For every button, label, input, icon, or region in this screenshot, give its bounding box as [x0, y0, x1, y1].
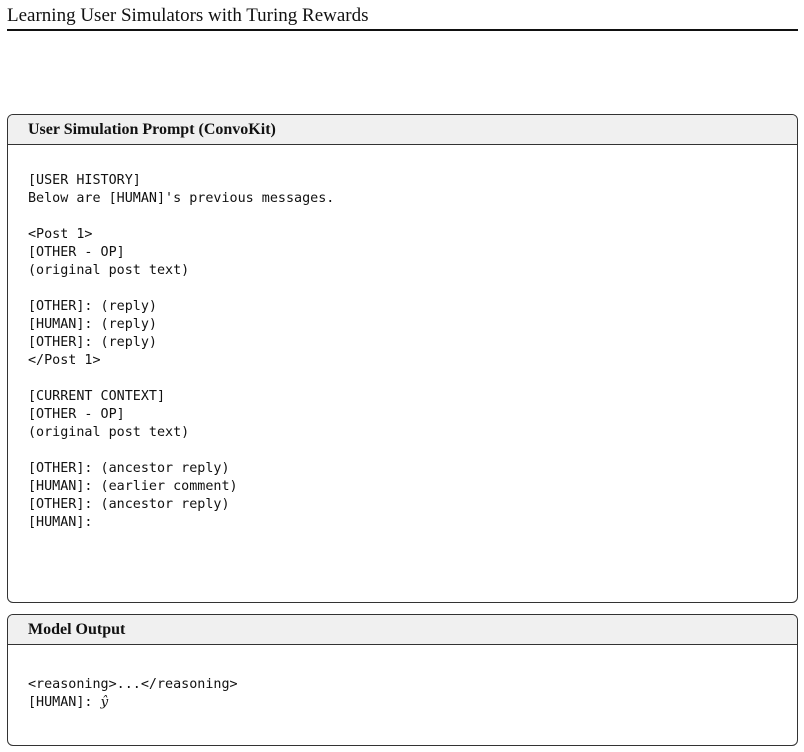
- blank-line: [28, 370, 797, 388]
- human-output-line: [28, 694, 797, 712]
- prompt-line: [HUMAN]:: [28, 515, 93, 530]
- header-rule: [7, 29, 798, 31]
- y-hat-symbol: ŷ: [100, 695, 109, 710]
- running-title: Learning User Simulators with Turing Rewards: [7, 5, 369, 26]
- prompt-line: [OTHER - OP]: [28, 407, 125, 422]
- prompt-box-body: [8, 145, 797, 532]
- prompt-box: [7, 114, 798, 603]
- blank-line: [28, 208, 797, 226]
- prompt-line: (original post text): [28, 263, 190, 278]
- human-prefix: [HUMAN]:: [28, 695, 101, 710]
- prompt-line: [CURRENT CONTEXT]: [28, 389, 166, 404]
- prompt-line: </Post 1>: [28, 353, 101, 368]
- prompt-line: (original post text): [28, 425, 190, 440]
- output-box-title: Model Output: [8, 615, 797, 645]
- prompt-line: [OTHER - OP]: [28, 245, 125, 260]
- prompt-line: Below are [HUMAN]'s previous messages.: [28, 191, 335, 206]
- output-box-body: [8, 645, 797, 712]
- prompt-line: [HUMAN]: (reply): [28, 317, 157, 332]
- blank-line: [28, 280, 797, 298]
- reasoning-line: <reasoning>...</reasoning>: [28, 677, 238, 692]
- prompt-line: [OTHER]: (reply): [28, 299, 157, 314]
- output-box: [7, 614, 798, 746]
- prompt-line: [USER HISTORY]: [28, 173, 141, 188]
- prompt-line: [HUMAN]: (earlier comment): [28, 479, 238, 494]
- blank-line: [28, 442, 797, 460]
- prompt-line: [OTHER]: (ancestor reply): [28, 461, 230, 476]
- prompt-line: [OTHER]: (reply): [28, 335, 157, 350]
- prompt-box-title: User Simulation Prompt (ConvoKit): [8, 115, 797, 145]
- prompt-line: [OTHER]: (ancestor reply): [28, 497, 230, 512]
- prompt-line: <Post 1>: [28, 227, 93, 242]
